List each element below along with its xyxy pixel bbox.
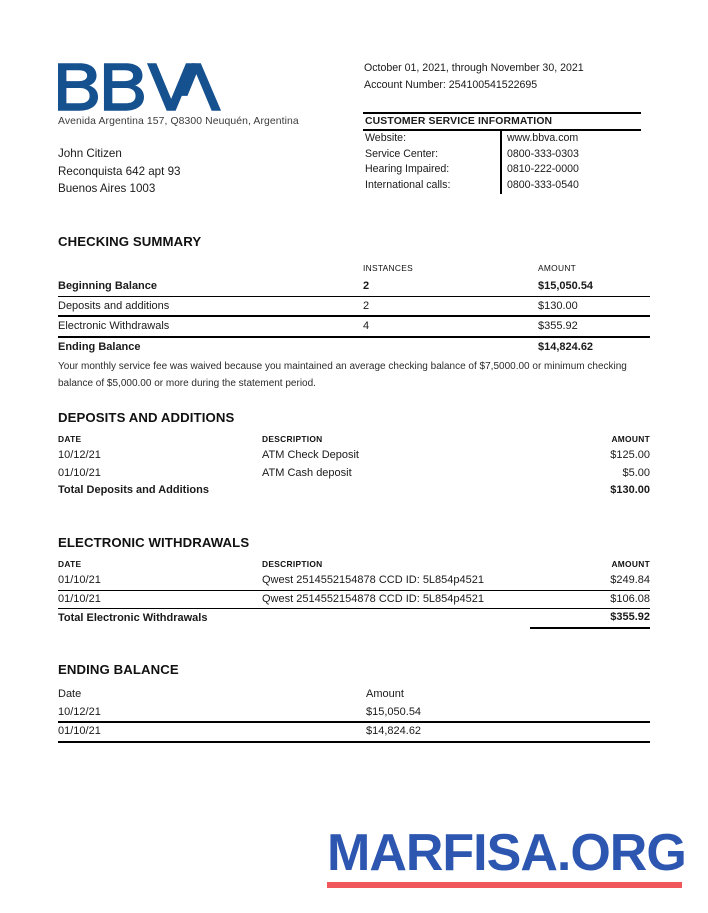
withdrawals-total-label: Total Electronic Withdrawals (58, 609, 262, 628)
table-total-row (58, 609, 650, 628)
deposit-date: 10/12/21 (58, 449, 101, 461)
customer-service-row (363, 131, 641, 147)
cs-label-hearing-impaired: Hearing Impaired: (365, 163, 450, 176)
table-row (58, 296, 650, 316)
deposit-amount: $125.00 (610, 449, 650, 461)
customer-address-block (58, 145, 180, 198)
summary-instances-withdrawals: 4 (363, 316, 538, 337)
summary-amount-deposits: $130.00 (538, 296, 650, 316)
deposit-description: ATM Check Deposit (262, 449, 359, 461)
customer-street: Reconquista 642 apt 93 (58, 164, 181, 178)
deposits-title: DEPOSITS AND ADDITIONS (58, 410, 235, 425)
deposits-total-label: Total Deposits and Additions (58, 484, 209, 497)
watermark (327, 826, 687, 888)
ending-balance-date: 01/10/21 (58, 722, 366, 742)
customer-service-row (363, 178, 641, 195)
ending-balance-title: ENDING BALANCE (58, 662, 179, 677)
ending-balance-head-date: Date (58, 688, 82, 700)
customer-name: John Citizen (58, 147, 122, 160)
summary-head-label (58, 263, 363, 277)
table-header-row (58, 559, 650, 572)
ending-balance-table (58, 686, 650, 743)
deposits-head-amount: AMOUNT (611, 434, 650, 444)
table-row (58, 277, 650, 296)
withdrawal-description: Qwest 2514552154878 CCD ID: 5L854p4521 (262, 590, 530, 609)
watermark-text: MARFISA.ORG (327, 824, 686, 882)
table-header-row (58, 434, 650, 447)
table-row (58, 590, 650, 609)
bank-address: Avenida Argentina 157, Q8300 Neuquén, Argentina (58, 116, 299, 127)
deposits-total-amount: $130.00 (610, 484, 650, 497)
ending-balance-head-amount: Amount (366, 688, 404, 700)
table-header-row (58, 263, 650, 277)
deposits-table (58, 434, 650, 500)
deposit-amount: $5.00 (622, 466, 650, 479)
table-row (58, 316, 650, 337)
checking-summary-table (58, 263, 650, 356)
bank-branding (58, 62, 358, 127)
withdrawals-total-spacer (262, 609, 530, 628)
cs-label-website: Website: (365, 132, 407, 144)
summary-instances-beginning-balance: 2 (363, 280, 370, 292)
deposit-date: 01/10/21 (58, 466, 101, 479)
summary-instances-ending-balance (363, 337, 538, 357)
withdrawals-head-date: DATE (58, 559, 82, 569)
withdrawal-date: 01/10/21 (58, 574, 101, 586)
statement-period: October 01, 2021, through November 30, 2021 (364, 62, 584, 74)
service-fee-note: Your monthly service fee was waived because you maintained an average checking balance of $7,5000.00 or minimum checking balance of $5,000.00 or more during the statement period. (58, 361, 627, 389)
cs-label-international-calls: International calls: (365, 178, 451, 191)
customer-service-box (363, 112, 641, 194)
ending-balance-section (58, 662, 650, 743)
cs-value-service-center: 0800-333-0303 (500, 147, 641, 163)
table-row (58, 572, 650, 590)
withdrawals-table (58, 559, 650, 629)
table-total-row (58, 482, 650, 500)
summary-label-ending-balance: Ending Balance (58, 337, 363, 357)
withdrawals-total-amount: $355.92 (530, 609, 650, 628)
withdrawals-title: ELECTRONIC WITHDRAWALS (58, 535, 250, 550)
summary-instances-deposits: 2 (363, 296, 538, 316)
withdrawals-section (58, 535, 650, 629)
table-row (58, 337, 650, 357)
summary-head-instances: INSTANCES (363, 263, 414, 273)
customer-service-row (363, 162, 641, 178)
summary-label-beginning-balance: Beginning Balance (58, 280, 158, 292)
account-number: Account Number: 254100541522695 (364, 79, 538, 91)
ending-balance-amount: $15,050.54 (366, 704, 650, 723)
deposits-total-spacer (262, 482, 530, 500)
statement-meta (364, 60, 584, 94)
checking-summary-section (58, 234, 650, 392)
cs-value-hearing-impaired: 0810-222-0000 (500, 162, 641, 178)
deposits-head-description: DESCRIPTION (262, 434, 323, 444)
table-row (58, 722, 650, 742)
customer-city: Buenos Aires 1003 (58, 182, 156, 195)
statement-header (0, 0, 708, 215)
summary-amount-ending-balance: $14,824.62 (538, 337, 650, 357)
deposits-head-date: DATE (58, 434, 82, 444)
cs-value-website[interactable]: www.bbva.com (500, 131, 641, 147)
cs-value-international-calls: 0800-333-0540 (500, 178, 641, 195)
cs-label-service-center: Service Center: (365, 147, 439, 160)
withdrawal-description: Qwest 2514552154878 CCD ID: 5L854p4521 (262, 574, 484, 586)
table-row (58, 704, 650, 723)
watermark-underline-bar (327, 882, 682, 888)
withdrawal-amount: $106.08 (530, 590, 650, 609)
bbva-logo (58, 62, 226, 112)
table-row (58, 465, 650, 483)
summary-amount-beginning-balance: $15,050.54 (538, 280, 594, 292)
table-header-row (58, 686, 650, 704)
withdrawal-amount: $249.84 (610, 574, 650, 586)
deposits-section (58, 410, 650, 500)
ending-balance-date: 10/12/21 (58, 704, 366, 723)
withdrawals-head-description: DESCRIPTION (262, 559, 323, 569)
summary-head-amount: AMOUNT (538, 263, 577, 273)
customer-service-row (363, 147, 641, 163)
ending-balance-amount: $14,824.62 (366, 722, 650, 742)
summary-label-withdrawals: Electronic Withdrawals (58, 316, 363, 337)
customer-service-title: CUSTOMER SERVICE INFORMATION (363, 112, 641, 131)
withdrawals-head-amount: AMOUNT (611, 559, 650, 569)
summary-label-deposits: Deposits and additions (58, 296, 363, 316)
deposit-description: ATM Cash deposit (262, 466, 352, 479)
table-row (58, 447, 650, 465)
withdrawal-date: 01/10/21 (58, 590, 262, 609)
summary-amount-withdrawals: $355.92 (538, 316, 650, 337)
checking-summary-title: CHECKING SUMMARY (58, 234, 202, 249)
